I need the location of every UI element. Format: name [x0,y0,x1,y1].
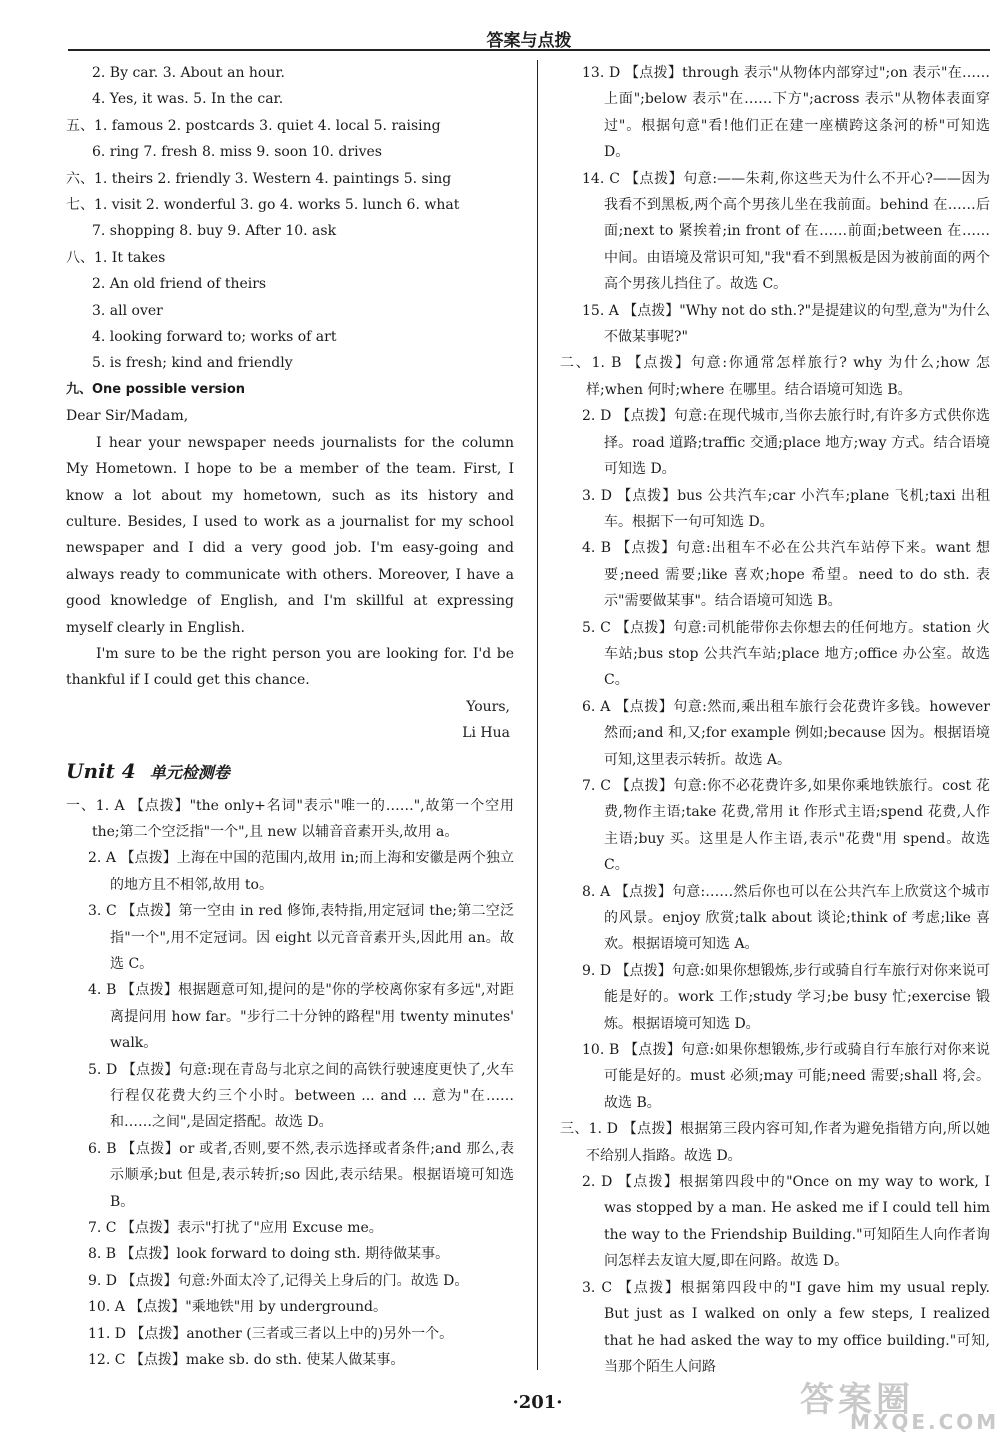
letter-paragraph: I'm sure to be the right person you are looking for. I'd be thankful if I could get this chance. [66,645,514,689]
answer-line: 5. is fresh; kind and friendly [92,355,293,372]
left-column [66,60,514,1374]
answer-item: 9. D 【点拨】句意:外面太冷了,记得关上身后的门。故选 D。 [88,1272,469,1289]
answer-line: 4. Yes, it was. 5. In the car. [92,91,284,108]
answer-line: 6. ring 7. fresh 8. miss 9. soon 10. drives [92,144,382,161]
unit-title: Unit 4 [66,758,136,783]
unit-subtitle: 单元检测卷 [149,762,230,782]
answer-item: 2. D 【点拨】句意:在现代城市,当你去旅行时,有许多方式供你选择。road 道路;traffic 交通;place 地方;way 方式。结合语境可知选 D。 [582,408,990,478]
answer-item: 6. A 【点拨】句意:然而,乘出租车旅行会花费许多钱。however 然而;and 和,又;for example 例如;because 因为。根据语境可知,这里表示转折。故选 A。 [582,698,990,768]
letter-paragraph: I hear your newspaper needs journalists for the column My Hometown. I hope to be a member of the team. First, I know a lot about my hometown, such as its history and culture. Besides, I used to work as a journalist for my school newspaper and I did a very good job. I'm easy-going and always ready to communicate with others. Moreover, I have a good knowledge of English, and I'm skillful at expressing myself clearly in English. [66,434,514,636]
header-rule [68,49,990,51]
watermark-logo [800,1372,1000,1434]
answer-item: 10. A 【点拨】"乘地铁"用 by underground。 [88,1299,387,1316]
right-column [560,60,990,1380]
answer-item: 3. C 【点拨】根据第四段中的"I gave him my usual reply. But just as I walked on only a few steps, I realized that he had asked the way to my office building."可知,当那个陌生人问路 [582,1279,990,1375]
answer-line: 五、1. famous 2. postcards 3. quiet 4. local 5. raising [66,117,441,134]
answer-item: 8. B 【点拨】look forward to doing sth. 期待做某事。 [88,1246,450,1263]
letter-signature: Li Hua [462,725,510,742]
answer-line: 2. By car. 3. About an hour. [92,65,285,81]
answer-item: 9. D 【点拨】句意:如果你想锻炼,步行或骑自行车旅行对你来说可能是好的。work 工作;study 学习;be busy 忙;exercise 锻炼。根据语境可知选 D。 [582,962,990,1032]
answer-item: 4. B 【点拨】句意:出租车不必在公共汽车站停下来。want 想要;need 需要;like 喜欢;hope 希望。need to do sth. 表示"需要做某事"。结合语境可知选 B。 [582,540,990,610]
answer-line: 七、1. visit 2. wonderful 3. go 4. works 5. lunch 6. what [66,197,460,214]
watermark-text-bottom: MXQE.COM [850,1410,1000,1434]
writing-heading: 九、One possible version [66,381,246,397]
watermark-text-top: 答案圈 [800,1380,914,1420]
answer-line: 2. An old friend of theirs [92,276,267,293]
answer-item: 5. C 【点拨】句意:司机能带你去你想去的任何地方。station 火车站;bus stop 公共汽车站;place 地方;office 办公室。故选 C。 [582,619,990,689]
answer-item: 一、1. A 【点拨】"the only+名词"表示"唯一的……",故第一个空用 the;第二个空泛指"一个",且 new 以辅音音素开头,故用 a。 [66,797,514,840]
answer-item: 8. A 【点拨】句意:……然后你也可以在公共汽车上欣赏这个城市的风景。enjoy 欣赏;talk about 谈论;think of 考虑;like 喜欢。根据语境可知选 A。 [582,883,990,953]
unit-heading [66,751,514,793]
answer-item: 5. D 【点拨】句意:现在青岛与北京之间的高铁行驶速度更快了,火车行程仅花费大约三个小时。between ... and ... 意为"在……和……之间",是固定搭配。故选 D。 [88,1061,514,1131]
answer-item: 13. D 【点拨】through 表示"从物体内部穿过";on 表示"在……上面";below 表示"在……下方";across 表示"从物体表面穿过"。根据句意"看!他们正在建一座横跨这条河的桥"可知选 D。 [582,65,990,161]
answer-line: 八、1. It takes [66,249,166,266]
answer-item: 2. D 【点拨】根据第四段中的"Once on my way to work, I was stopped by a man. He asked me if I could tell him the way to the Friendship Building."可知陌生人向作者询问怎样去友谊大厦,即在问路。故选 D。 [582,1174,990,1270]
answer-line: 7. shopping 8. buy 9. After 10. ask [92,223,337,240]
answer-item: 7. C 【点拨】表示"打扰了"应用 Excuse me。 [88,1220,383,1237]
answer-item: 7. C 【点拨】句意:你不必花费许多,如果你乘地铁旅行。cost 花费,物作主语;take 花费,常用 it 作形式主语;spend 花费,人作主语;buy 买。这里是人作主语,表示"花费"用 spend。故选 C。 [582,777,990,874]
answer-item: 10. B 【点拨】句意:如果你想锻炼,步行或骑自行车旅行对你来说可能是好的。must 必须;may 可能;need 需要;shall 将,会。故选 B。 [582,1042,990,1111]
answer-item: 11. D 【点拨】another (三者或三者以上中的)另外一个。 [88,1325,454,1342]
answer-item: 三、1. D 【点拨】根据第三段内容可知,作者为避免指错方向,所以她不给别人指路。故选 D。 [560,1121,990,1164]
letter-salutation: Dear Sir/Madam, [66,408,189,425]
column-divider [537,60,538,1370]
answer-item: 3. D 【点拨】bus 公共汽车;car 小汽车;plane 飞机;taxi 出租车。根据下一句可知选 D。 [582,487,990,530]
answer-item: 4. B 【点拨】根据题意可知,提问的是"你的学校离你家有多远",对距离提问用 how far。"步行二十分钟的路程"用 twenty minutes' walk。 [88,982,514,1052]
letter-closing: Yours, [466,698,510,715]
answer-item: 二、1. B 【点拨】句意:你通常怎样旅行? why 为什么;how 怎样;when 何时;where 在哪里。结合语境可知选 B。 [560,355,990,398]
page-header: 答案与点拨 [486,31,572,51]
answer-item: 14. C 【点拨】句意:——朱莉,你这些天为什么不开心?——因为我看不到黑板,两个高个男孩儿坐在我前面。behind 在……后面;next to 紧挨着;in front of 在……前面;between 在……中间。由语境及常识可知,"我"看不到黑板是因为被前面的两个高个男孩儿挡住了。故选 C。 [582,170,990,293]
answer-item: 15. A 【点拨】"Why not do sth.?"是提建议的句型,意为"为什么不做某事呢?" [582,302,990,346]
answer-item: 12. C 【点拨】make sb. do sth. 使某人做某事。 [88,1352,405,1369]
answer-line: 六、1. theirs 2. friendly 3. Western 4. paintings 5. sing [66,170,452,187]
answer-line: 3. all over [92,302,163,319]
answer-line: 4. looking forward to; works of art [92,329,337,346]
answer-item: 3. C 【点拨】第一空由 in red 修饰,表特指,用定冠词 the;第二空泛指"一个",用不定冠词。因 eight 以元音音素开头,因此用 an。故选 C。 [88,903,514,972]
answer-item: 6. B 【点拨】or 或者,否则,要不然,表示选择或者条件;and 那么,表示顺承;but 但是,表示转折;so 因此,表示结果。根据语境可知选 B。 [88,1140,514,1210]
answer-item: 2. A 【点拨】上海在中国的范围内,故用 in;而上海和安徽是两个独立的地方且不相邻,故用 to。 [88,850,514,893]
page-number: ·201· [512,1392,563,1413]
